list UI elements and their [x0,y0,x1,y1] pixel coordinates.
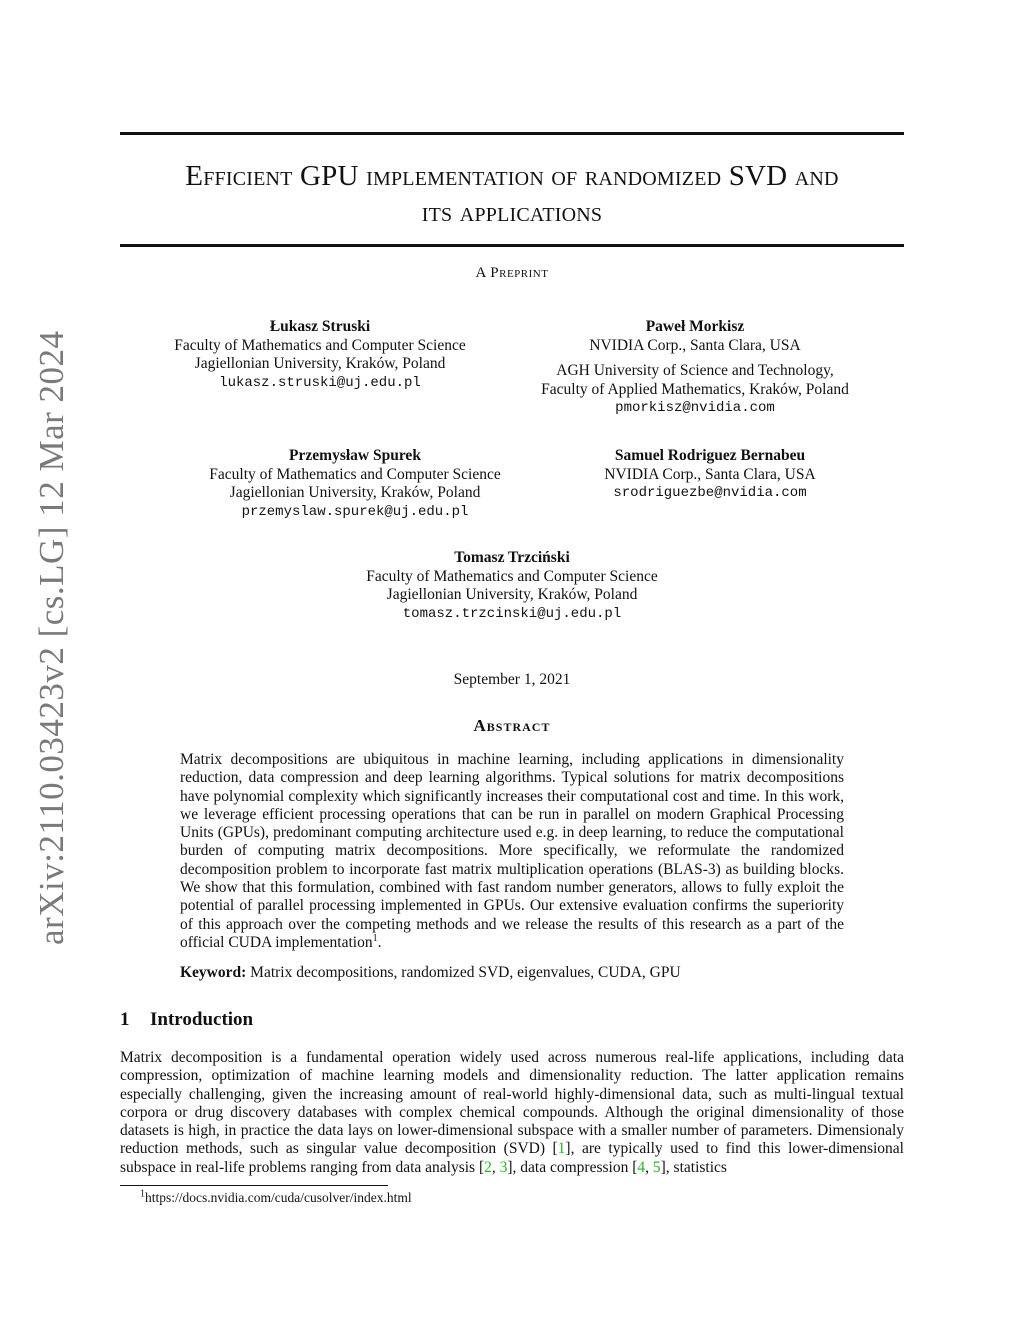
author-block-1 [150,318,490,392]
author-email[interactable]: srodriguezbe@nvidia.com [613,485,807,501]
author-email[interactable]: pmorkisz@nvidia.com [615,400,775,416]
keywords [180,964,844,982]
author-affiliation: Faculty of Mathematics and Computer Science [174,336,466,354]
abstract-text: Matrix decompositions are ubiquitous in machine learning, including applications in dimensionality reduction, data compression and deep learning algorithms. Typical solutions for matrix decompositions have polynomial complexity which significantly increases their computational cost and time. In this work, we leverage efficient processing operations that can be run in parallel on modern Graphical Processing Units (GPUs), predominant computing architecture used e.g. in deep learning, to reduce the computational burden of computing matrix decompositions. More specifically, we reformulate the randomized decomposition problem to incorporate fast matrix multiplication operations (BLAS-3) as building blocks. We show that this formulation, combined with fast random number generators, allows to fully exploit the potential of parallel processing implemented in GPUs. Our extensive evaluation confirms the superiority of this approach over the competing methods and we release the results of this research as a part of the official CUDA implementation [180,751,844,951]
citation-link[interactable]: 2 [484,1158,492,1176]
section-title: Introduction [150,1009,254,1030]
footnote-url[interactable]: https://docs.nvidia.com/cuda/cusolver/index.html [145,1190,412,1205]
author-name: Łukasz Struski [269,318,371,335]
abstract-body: Matrix decompositions are ubiquitous in machine learning, including applications in dimensionality reduction, data compression and deep learning algorithms. Typical solutions for matrix decompositions have polynomial complexity which significantly increases their computational cost and time. In this work, we leverage efficient processing operations that can be run in parallel on modern Graphical Processing Units (GPUs), predominant computing architecture used e.g. in deep learning, to reduce the computational burden of computing matrix decompositions. More specifically, we reformulate the randomized decomposition problem to incorporate fast matrix multiplication operations (BLAS-3) as building blocks. We show that this formulation, combined with fast random number generators, allows to fully exploit the potential of parallel processing implemented in GPUs. Our extensive evaluation confirms the superiority of this approach over the competing methods and we release the results of this research as a part of the official CUDA implementation$^1$. [180,751,844,951]
preprint-label: A Preprint [475,265,549,281]
author-affiliation: NVIDIA Corp., Santa Clara, USA [604,465,816,483]
citation-link[interactable]: 4 [637,1158,646,1176]
publication-date: September 1, 2021 [453,671,571,688]
author-name: Samuel Rodriguez Bernabeu [614,447,806,464]
footnote [140,1190,412,1206]
author-email[interactable]: lukasz.struski@uj.edu.pl [219,374,421,391]
section-heading [120,1009,253,1031]
title-line-1: Efficient GPU implementation of randomized SVD and [185,160,839,192]
author-affiliation: NVIDIA Corp., Santa Clara, USA [589,336,801,354]
citation-link[interactable]: 3 [499,1158,508,1176]
author-affiliation: Jagiellonian University, Kraków, Poland [194,355,446,372]
author-name: Paweł Morkisz [645,318,745,335]
introduction-paragraph: Matrix decomposition is a fundamental operation widely used across numerous real-life applications, including data compression, optimization of machine learning models and dimensionality reduction. The latter application remains especially challenging, given the increasing amount of real-world highly-dimensional data, such as multi-lingual textual corpora or drug discovery databases with complex chemical compounds. Although the original dimensionality of those datasets is high, in practice the data lays on lower-dimensional subspace with a smaller number of parameters. Dimensionaly reduction methods, such as singular value decomposition (SVD) [1], are typically used to find this lower-dimensional subspace in real-life problems ranging from data analysis [2, 3], data compression [4, 5], statistics [120,1049,904,1176]
author-affiliation: Faculty of Applied Mathematics, Kraków, Poland [541,380,849,398]
author-block-5 [337,549,687,623]
author-block-2 [520,318,870,418]
citation-link[interactable]: 1 [557,1140,566,1158]
footnote-rule [120,1185,388,1186]
author-affiliation: Jagiellonian University, Kraków, Poland [386,586,638,603]
title-line-2: its applications [421,196,603,228]
title-top-rule [120,132,904,135]
author-block-4 [560,447,860,503]
footnote-number: 1 [140,1188,145,1200]
author-email[interactable]: przemyslaw.spurek@uj.edu.pl [241,503,469,520]
keyword-text: Matrix decompositions, randomized SVD, eigenvalues, CUDA, GPU [250,964,681,981]
author-affiliation: Faculty of Mathematics and Computer Science [209,465,501,483]
abstract-heading: Abstract [473,716,551,735]
keyword-label: Keyword: [180,964,247,981]
author-affiliation: Jagiellonian University, Kraków, Poland [229,484,481,501]
author-email[interactable]: tomasz.trzcinski@uj.edu.pl [402,605,622,622]
citation-link[interactable]: 5 [652,1158,661,1176]
section-number: 1 [120,1009,130,1030]
footnote-marker[interactable]: 1 [372,932,378,944]
author-name: Tomasz Trzciński [454,549,570,566]
arxiv-side-stamp: arXiv:2110.03423v2 [cs.LG] 12 Mar 2024 [32,330,71,945]
author-affiliation: Faculty of Mathematics and Computer Science [366,567,658,585]
author-name: Przemysław Spurek [289,447,421,464]
author-affiliation: AGH University of Science and Technology, [556,362,834,379]
title-bottom-rule [120,244,904,247]
author-block-3 [180,447,530,521]
paper-title [120,158,904,230]
